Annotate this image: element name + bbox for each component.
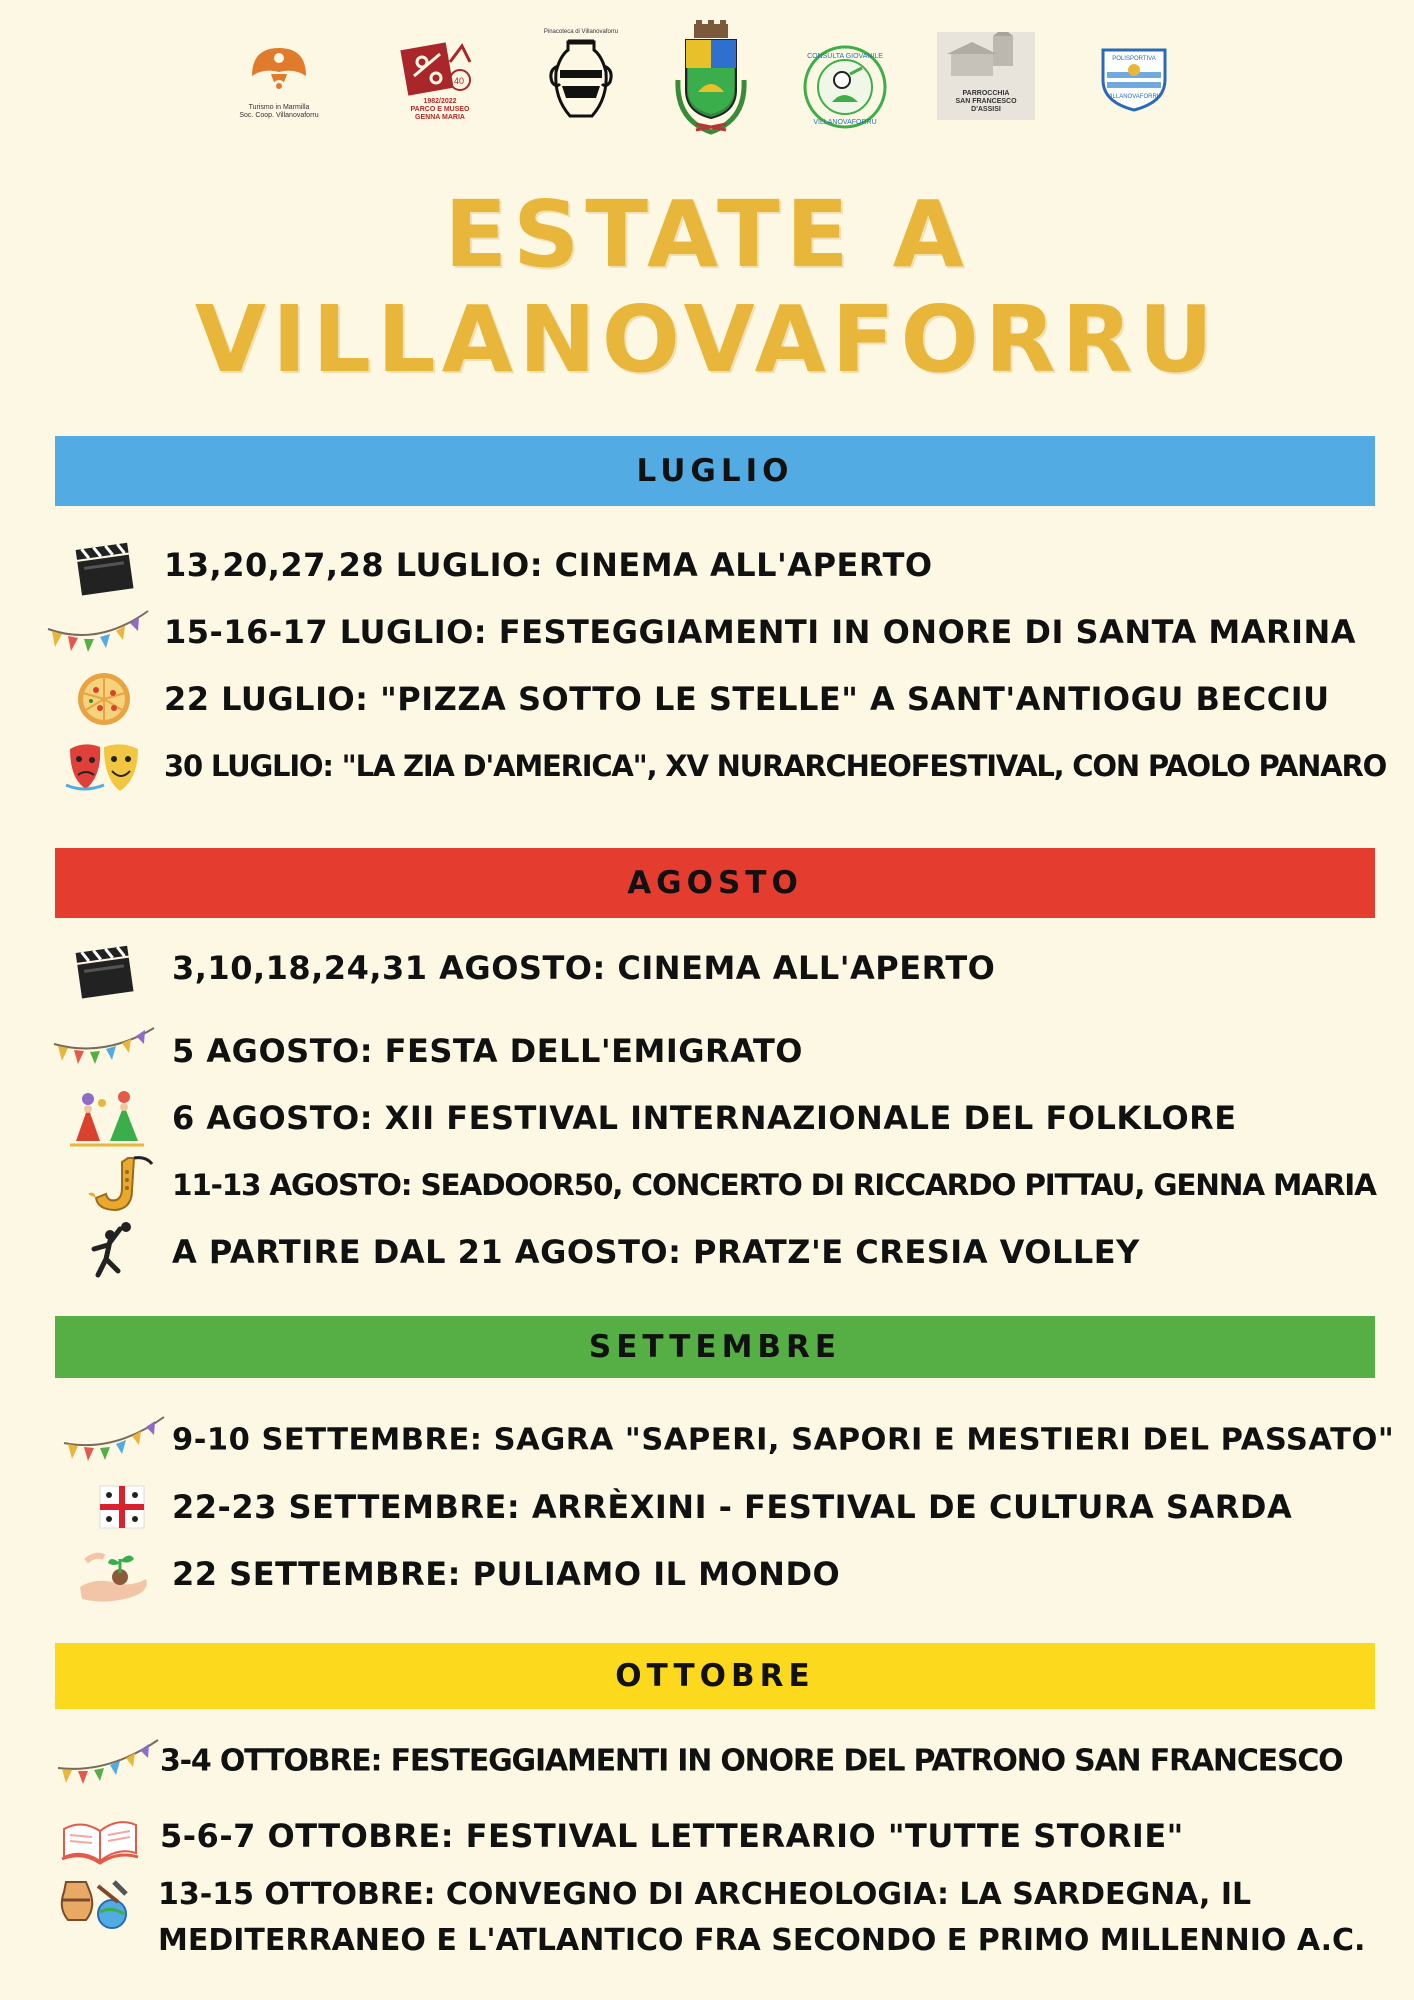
event-settembre-arrexini bbox=[0, 1476, 1414, 1538]
event-text: 5-6-7 OTTOBRE: FESTIVAL LETTERARIO "TUTTE STORIE" bbox=[160, 1817, 1184, 1855]
clapperboard-icon bbox=[64, 937, 146, 999]
parrocchia-logo bbox=[936, 32, 1036, 120]
archaeology-icon bbox=[56, 1872, 138, 1942]
comune-coat-of-arms bbox=[665, 20, 757, 140]
sardinia-flag-icon bbox=[82, 1476, 164, 1538]
event-luglio-santa-marina bbox=[0, 601, 1414, 663]
polisportiva-shield-icon bbox=[1099, 46, 1169, 112]
month-bar-agosto: AGOSTO bbox=[55, 848, 1375, 918]
pizza-icon bbox=[64, 668, 146, 730]
event-ottobre-san-francesco bbox=[0, 1730, 1414, 1792]
folk-dancers-icon bbox=[66, 1087, 148, 1149]
consulta-giovanile-logo bbox=[800, 44, 890, 130]
saxophone-icon bbox=[82, 1154, 164, 1216]
svg-text:VILLANOVAFORRU: VILLANOVAFORRU bbox=[813, 119, 877, 126]
event-agosto-seadoor bbox=[0, 1154, 1414, 1216]
genna-maria-logo bbox=[392, 32, 488, 122]
event-text: 5 AGOSTO: FESTA DELL'EMIGRATO bbox=[172, 1032, 803, 1070]
mushroom-logo-icon bbox=[244, 42, 314, 104]
month-bar-ottobre: OTTOBRE bbox=[55, 1643, 1375, 1709]
consulta-badge-icon bbox=[802, 44, 888, 130]
event-text: 30 LUGLIO: "LA ZIA D'AMERICA", XV NURARCHEOFESTIVAL, CON PAOLO PANARO bbox=[164, 749, 1387, 783]
polisportiva-top-text: POLISPORTIVA bbox=[1112, 56, 1156, 62]
event-text: 6 AGOSTO: XII FESTIVAL INTERNAZIONALE DEL FOLKLORE bbox=[172, 1099, 1237, 1137]
open-book-icon bbox=[60, 1805, 142, 1867]
event-ottobre-tutte-storie bbox=[0, 1805, 1414, 1867]
event-luglio-cinema bbox=[0, 534, 1414, 596]
event-text: 13,20,27,28 LUGLIO: CINEMA ALL'APERTO bbox=[164, 546, 933, 584]
svg-text:CONSULTA GIOVANILE: CONSULTA GIOVANILE bbox=[807, 53, 883, 60]
theater-masks-icon bbox=[64, 735, 146, 797]
turismo-marmilla-logo bbox=[234, 42, 324, 120]
bunting-icon bbox=[54, 1730, 162, 1792]
turismo-caption: Turismo in Marmilla Soc. Coop. Villanovaforru bbox=[239, 104, 319, 119]
bunting-icon bbox=[60, 1409, 168, 1471]
polisportiva-logo bbox=[1098, 46, 1170, 112]
svg-text:40: 40 bbox=[454, 76, 465, 86]
event-agosto-emigrato bbox=[0, 1020, 1414, 1082]
event-agosto-cinema bbox=[0, 937, 1414, 999]
genna-maria-years: 1982/2022 bbox=[423, 98, 457, 105]
clapperboard-icon bbox=[64, 534, 146, 596]
pinacoteca-caption: Pinacoteca di Villanovaforru bbox=[543, 29, 619, 35]
bunting-icon bbox=[44, 601, 152, 663]
title-line-1: ESTATE A bbox=[444, 181, 970, 288]
partner-logos bbox=[0, 20, 1414, 140]
polisportiva-bottom-text: VILLANOVAFORRU bbox=[1106, 94, 1162, 100]
event-luglio-zia-america bbox=[0, 735, 1414, 797]
event-text: 22 LUGLIO: "PIZZA SOTTO LE STELLE" A SANT'ANTIOGU BECCIU bbox=[164, 680, 1330, 718]
event-settembre-sagra bbox=[0, 1409, 1414, 1471]
amphora-icon bbox=[546, 36, 616, 122]
month-bar-settembre: SETTEMBRE bbox=[55, 1316, 1375, 1378]
event-text: 22-23 SETTEMBRE: ARRÈXINI - FESTIVAL DE CULTURA SARDA bbox=[172, 1488, 1293, 1526]
event-text: 3-4 OTTOBRE: FESTEGGIAMENTI IN ONORE DEL PATRONO SAN FRANCESCO bbox=[160, 1743, 1343, 1779]
event-text-archeologia: 13-15 OTTOBRE: CONVEGNO DI ARCHEOLOGIA: LA SARDEGNA, IL MEDITERRANEO E L'ATLANTICO FRA SECONDO E PRIMO MILLENNIO A.C. bbox=[158, 1877, 1366, 1958]
parrocchia-caption: PARROCCHIA SAN FRANCESCO D'ASSISI bbox=[955, 90, 1017, 113]
event-agosto-folklore bbox=[0, 1087, 1414, 1149]
church-photo-icon bbox=[937, 32, 1035, 120]
event-text: 15-16-17 LUGLIO: FESTEGGIAMENTI IN ONORE DI SANTA MARINA bbox=[164, 613, 1357, 651]
volleyball-player-icon bbox=[76, 1221, 158, 1283]
pinacoteca-logo bbox=[536, 28, 626, 122]
event-text: 3,10,18,24,31 AGOSTO: CINEMA ALL'APERTO bbox=[172, 949, 996, 987]
event-luglio-pizza bbox=[0, 668, 1414, 730]
event-text: 11-13 AGOSTO: SEADOOR50, CONCERTO DI RICCARDO PITTAU, GENNA MARIA bbox=[172, 1168, 1376, 1202]
event-settembre-puliamo bbox=[0, 1543, 1414, 1605]
event-agosto-volley bbox=[0, 1221, 1414, 1283]
genna-maria-caption: PARCO E MUSEO GENNA MARIA bbox=[410, 106, 470, 121]
event-text: 22 SETTEMBRE: PULIAMO IL MONDO bbox=[172, 1555, 841, 1593]
hand-plant-icon bbox=[76, 1543, 158, 1605]
event-text: 9-10 SETTEMBRE: SAGRA "SAPERI, SAPORI E MESTIERI DEL PASSATO" bbox=[172, 1422, 1395, 1458]
genna-maria-emblem-icon bbox=[400, 32, 480, 102]
title-line-2: VILLANOVAFORRU bbox=[194, 286, 1220, 393]
coat-of-arms-icon bbox=[666, 20, 756, 140]
month-bar-luglio: LUGLIO bbox=[55, 436, 1375, 506]
bunting-icon bbox=[50, 1020, 158, 1082]
event-text: A PARTIRE DAL 21 AGOSTO: PRATZ'E CRESIA VOLLEY bbox=[172, 1233, 1140, 1271]
